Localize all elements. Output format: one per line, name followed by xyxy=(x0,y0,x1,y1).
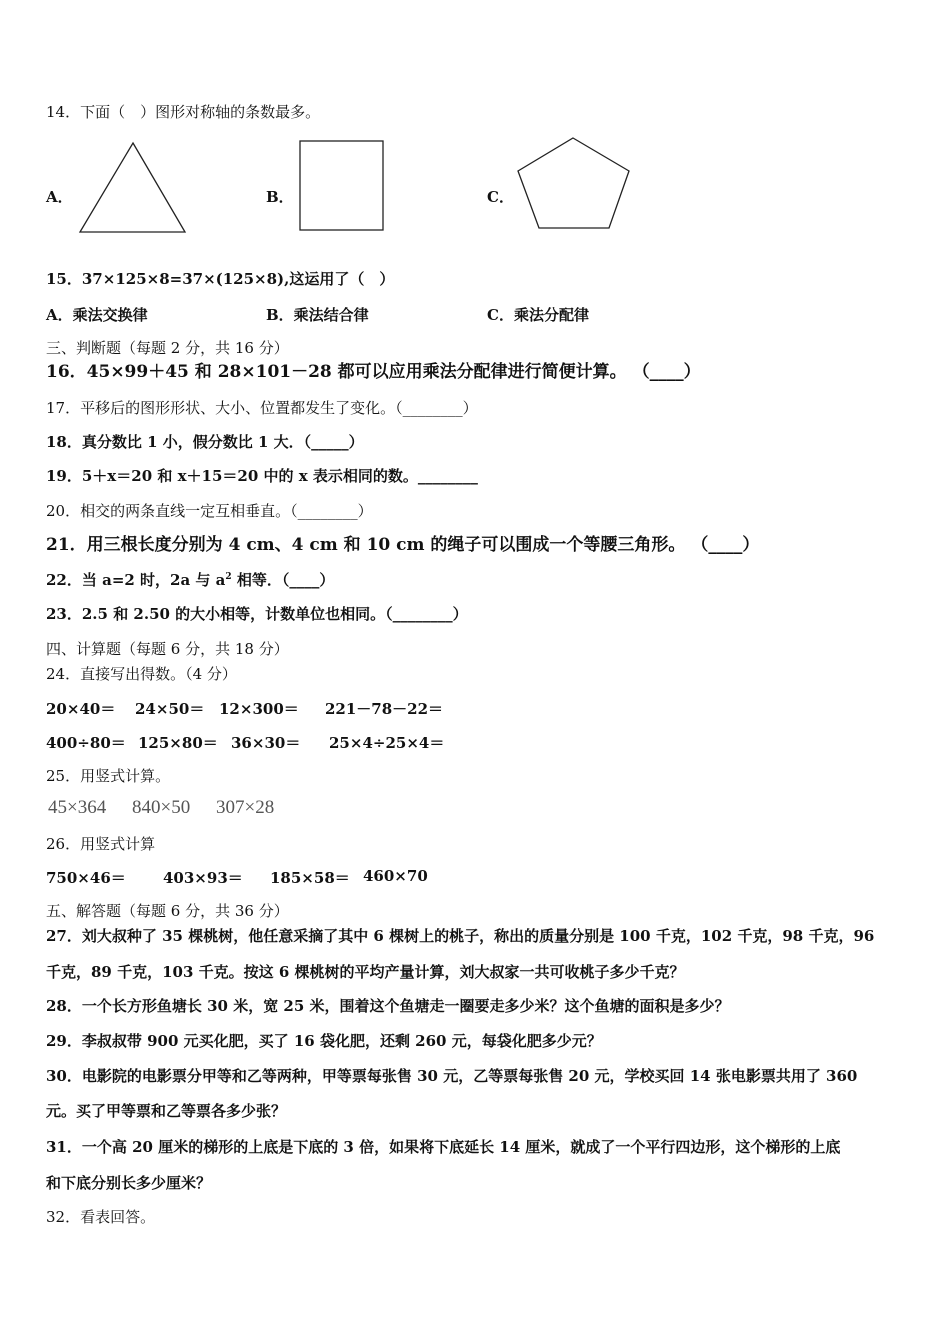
q22-suffix: 相等．（____） xyxy=(231,571,335,589)
q24-row2-item-2: 125×80＝ xyxy=(138,734,218,752)
q17-text: 17．平移后的图形形状、大小、位置都发生了变化。（________） xyxy=(46,399,478,417)
q23-text: 23．2.5 和 2.50 的大小相等，计数单位也相同。（________） xyxy=(46,605,468,623)
q15-text: 15．37×125×8=37×(125×8),这运用了（ ） xyxy=(46,270,395,288)
q29-text: 29．李叔叔带 900 元买化肥，买了 16 袋化肥，还剩 260 元，每袋化肥多少元？ xyxy=(46,1032,602,1050)
section5-heading: 五、解答题（每题 6 分，共 36 分） xyxy=(46,902,289,920)
section3-heading: 三、判断题（每题 2 分，共 16 分） xyxy=(46,339,289,357)
q25-item-3: 307×28 xyxy=(216,797,275,818)
q15-option-b: B．乘法结合律 xyxy=(266,306,369,324)
q31-line-1: 31．一个高 20 厘米的梯形的上底是下底的 3 倍，如果将下底延长 14 厘米，就成了一个平行四边形，这个梯形的上底 xyxy=(46,1138,841,1156)
q22-superscript: 2 xyxy=(225,572,232,582)
q22-prefix: 22．当 a=2 时，2a 与 a xyxy=(46,571,226,589)
q24-row1-item-2: 24×50＝ xyxy=(135,700,205,718)
q24-row1-item-1: 20×40＝ xyxy=(46,700,116,718)
q14-option-a-label: A． xyxy=(46,188,73,206)
q24-row2-item-4: 25×4÷25×4＝ xyxy=(329,734,445,752)
q22-text xyxy=(46,570,334,590)
q26-item-2: 403×93＝ xyxy=(163,869,243,887)
q28-text: 28．一个长方形鱼塘长 30 米，宽 25 米，围着这个鱼塘走一圈要走多少米？这个鱼塘的面积是多少？ xyxy=(46,997,730,1015)
q24-row1-item-3: 12×300＝ xyxy=(219,700,299,718)
q24-row1-item-4: 221－78－22＝ xyxy=(325,700,444,718)
q14-option-b-label: B． xyxy=(266,188,294,206)
q31-line-2: 和下底分别长多少厘米？ xyxy=(46,1174,212,1192)
triangle-figure xyxy=(78,141,188,236)
q26-item-1: 750×46＝ xyxy=(46,869,126,887)
q15-option-a: A．乘法交换律 xyxy=(46,306,148,324)
q19-text: 19．5＋x＝20 和 x＋15＝20 中的 x 表示相同的数。________ xyxy=(46,467,478,485)
q25-item-2: 840×50 xyxy=(132,797,191,818)
q20-text: 20．相交的两条直线一定互相垂直。（________） xyxy=(46,502,373,520)
q26-text: 26．用竖式计算 xyxy=(46,835,156,853)
q21-text: 21．用三根长度分别为 4 cm、4 cm 和 10 cm 的绳子可以围成一个等腰三角形。 （____） xyxy=(46,535,760,555)
q25-item-1: 45×364 xyxy=(48,797,107,818)
q27-line-1: 27．刘大叔种了 35 棵桃树，他任意采摘了其中 6 棵树上的桃子，称出的质量分别是 100 千克，102 千克，98 千克，96 xyxy=(46,927,875,945)
q14-option-c-label: C． xyxy=(487,188,514,206)
q26-item-4: 460×70 xyxy=(363,867,428,885)
q24-row2-item-3: 36×30＝ xyxy=(231,734,301,752)
q32-text: 32．看表回答。 xyxy=(46,1208,156,1226)
q30-line-2: 元。买了甲等票和乙等票各多少张？ xyxy=(46,1102,287,1120)
pentagon-figure xyxy=(515,136,633,232)
section4-heading: 四、计算题（每题 6 分，共 18 分） xyxy=(46,640,289,658)
q27-line-2: 千克，89 千克，103 千克。按这 6 棵桃树的平均产量计算，刘大叔家一共可收桃子多少千克？ xyxy=(46,963,685,981)
q24-text: 24．直接写出得数。（4 分） xyxy=(46,665,237,683)
q15-option-c: C．乘法分配律 xyxy=(487,306,589,324)
q24-row2-item-1: 400÷80＝ xyxy=(46,734,126,752)
q25-text: 25．用竖式计算。 xyxy=(46,767,171,785)
q26-item-3: 185×58＝ xyxy=(270,869,350,887)
q18-text: 18．真分数比 1 小，假分数比 1 大．（_____） xyxy=(46,433,364,451)
q14-text: 14．下面（ ）图形对称轴的条数最多。 xyxy=(46,103,321,121)
square-figure xyxy=(298,139,386,233)
q16-text: 16．45×99＋45 和 28×101－28 都可以应用乘法分配律进行简便计算。 （____） xyxy=(46,362,701,382)
q30-line-1: 30．电影院的电影票分甲等和乙等两种，甲等票每张售 30 元，乙等票每张售 20 元，学校买回 14 张电影票共用了 360 xyxy=(46,1067,858,1085)
